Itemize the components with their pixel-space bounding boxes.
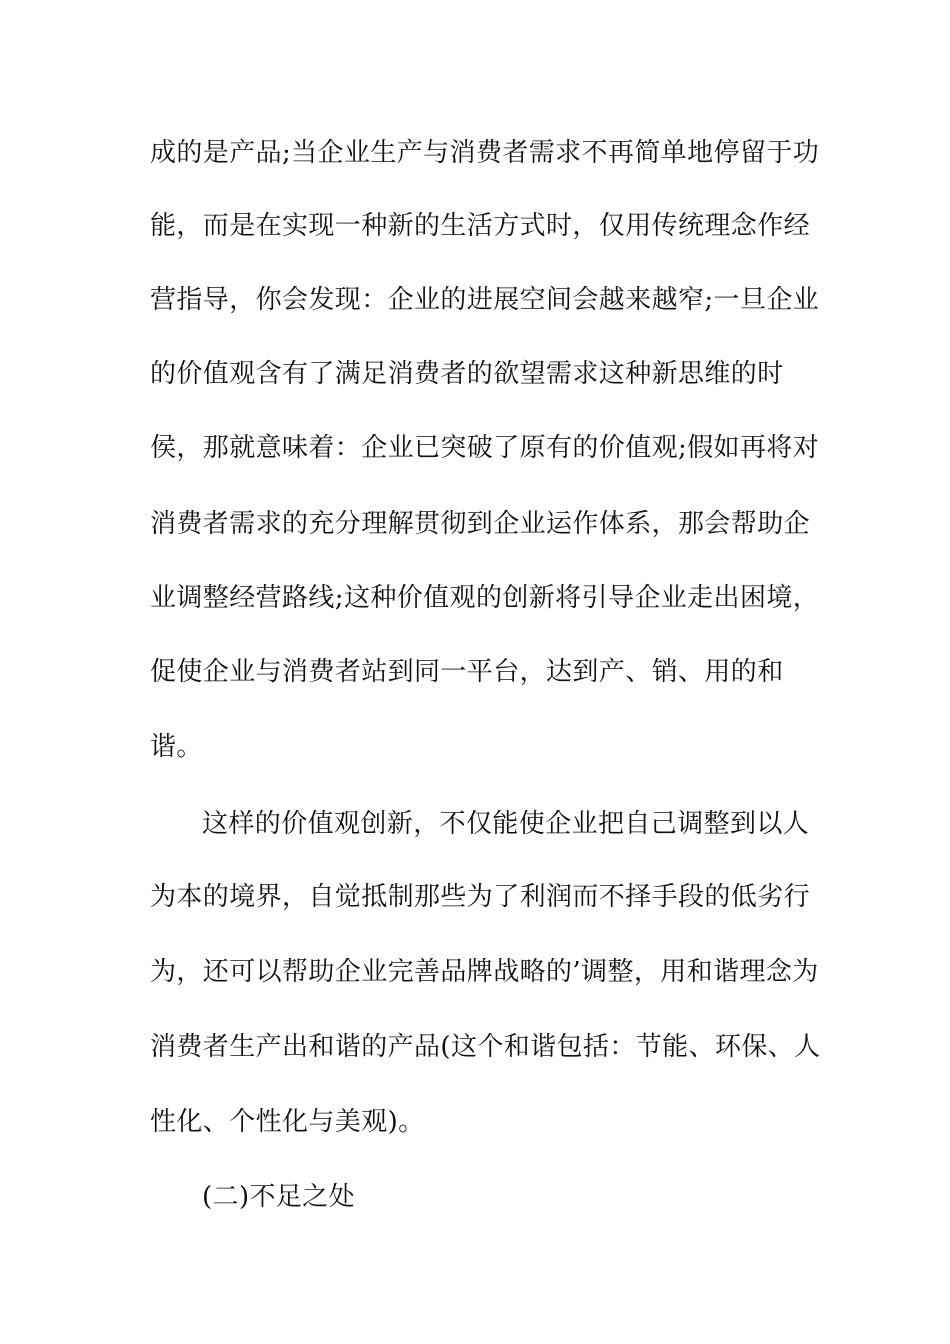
text-line: 消费者生产出和谐的产品(这个和谐包括：节能、环保、人 [150, 1032, 821, 1062]
text-line: 消费者需求的充分理解贯彻到企业运作体系，那会帮助企 [150, 509, 811, 539]
text-line: 性化、个性化与美观)。 [150, 1107, 425, 1137]
text-line: 侯，那就意味着：企业已突破了原有的价值观;假如再将对 [150, 433, 820, 463]
text-line: 能，而是在实现一种新的生活方式时，仅用传统理念作经 [150, 211, 811, 241]
text-line: 为，还可以帮助企业完善品牌战略的’调整，用和谐理念为 [150, 957, 819, 987]
text-line: 这样的价值观创新，不仅能使企业把自己调整到以人 [202, 809, 810, 839]
text-line: 谐。 [150, 732, 203, 762]
text-line: 业调整经营路线;这种价值观的创新将引导企业走出困境， [150, 583, 820, 613]
text-line: 成的是产品;当企业生产与消费者需求不再简单地停留于功 [150, 138, 820, 168]
text-line: 促使企业与消费者站到同一平台，达到产、销、用的和 [150, 657, 784, 687]
section-heading: (二)不足之处 [202, 1182, 356, 1212]
text-line: 为本的境界，自觉抵制那些为了利润而不择手段的低劣行 [150, 882, 811, 912]
text-line: 的价值观含有了满足消费者的欲望需求这种新思维的时 [150, 359, 784, 389]
text-line: 营指导，你会发现：企业的进展空间会越来越窄;一旦企业 [150, 285, 820, 315]
